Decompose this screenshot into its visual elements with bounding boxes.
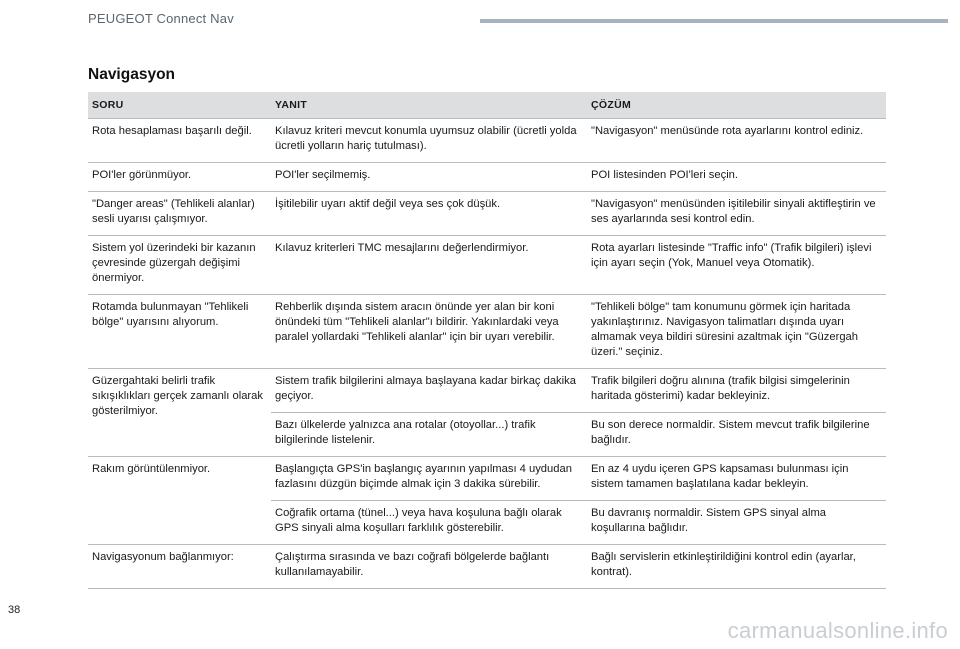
solution-cell: Rota ayarları listesinde "Traffic info" (Trafik bilgileri) işlevi için ayarı seçin (Yok, Manuel veya Otomatik). [587,236,886,295]
answer-cell: Kılavuz kriterleri TMC mesajlarını değerlendirmiyor. [271,236,587,295]
table-header-row [88,92,886,119]
answer-cell: İşitilebilir uyarı aktif değil veya ses çok düşük. [271,192,587,236]
question-cell: Sistem yol üzerindeki bir kazanın çevresinde güzergah değişimi önermiyor. [88,236,271,295]
column-header-answer: YANIT [271,92,587,119]
question-cell: POI'ler görünmüyor. [88,163,271,192]
answer-cell: Coğrafik ortama (tünel...) veya hava koşuluna bağlı olarak GPS sinyali alma koşulları farklılık gösterebilir. [271,501,587,545]
question-cell: Rakım görüntülenmiyor. [88,457,271,545]
table-row [88,295,886,369]
solution-cell: Trafik bilgileri doğru alınına (trafik bilgisi simgelerinin haritada gösterimi) kadar bekleyiniz. [587,369,886,413]
solution-cell: "Tehlikeli bölge" tam konumunu görmek için haritada yakınlaştırınız. Navigasyon talimatları dışında uyarı almamak veya bildiri süresini azaltmak için "Güzergah üzeri." seçiniz. [587,295,886,369]
document-header-title: PEUGEOT Connect Nav [88,11,234,26]
answer-cell: Rehberlik dışında sistem aracın önünde yer alan bir koni önündeki tüm "Tehlikeli alanlar"ı bildirir. Yakınlardaki veya paralel yollardaki "Tehlikeli alanlar" için bir uyarı verebilir. [271,295,587,369]
solution-cell: POI listesinden POI'leri seçin. [587,163,886,192]
answer-cell: POI'ler seçilmemiş. [271,163,587,192]
answer-cell: Kılavuz kriteri mevcut konumla uyumsuz olabilir (ücretli yolda ücretli yolların hariç tutulması). [271,119,587,163]
table-row [88,545,886,589]
solution-cell: Bağlı servislerin etkinleştirildiğini kontrol edin (ayarlar, kontrat). [587,545,886,589]
troubleshooting-table [88,92,886,589]
answer-cell: Bazı ülkelerde yalnızca ana rotalar (otoyollar...) trafik bilgilerinde listelenir. [271,413,587,457]
table-row [88,192,886,236]
watermark-text: carmanualsonline.info [727,618,948,643]
table-row [88,457,886,501]
question-cell: Navigasyonum bağlanmıyor: [88,545,271,589]
table-row [88,163,886,192]
solution-cell: Bu davranış normaldir. Sistem GPS sinyal alma koşullarına bağlıdır. [587,501,886,545]
answer-cell: Sistem trafik bilgilerini almaya başlayana kadar birkaç dakika geçiyor. [271,369,587,413]
question-cell: Rotamda bulunmayan "Tehlikeli bölge" uyarısını alıyorum. [88,295,271,369]
section-title: Navigasyon [88,66,176,83]
answer-cell: Başlangıçta GPS'in başlangıç ayarının yapılması 4 uydudan fazlasını düzgün biçimde almak için 3 dakika sürebilir. [271,457,587,501]
page-number: 38 [8,604,21,616]
solution-cell: "Navigasyon" menüsünde rota ayarlarını kontrol ediniz. [587,119,886,163]
table-row [88,369,886,413]
solution-cell: "Navigasyon" menüsünden işitilebilir sinyali aktifleştirin ve ses ayarlarında sesi kontrol edin. [587,192,886,236]
column-header-question: SORU [88,92,271,119]
table-row [88,236,886,295]
table-row [88,119,886,163]
column-header-solution: ÇÖZÜM [587,92,886,119]
solution-cell: Bu son derece normaldir. Sistem mevcut trafik bilgilerine bağlıdır. [587,413,886,457]
header-divider-bar [480,19,948,23]
question-cell: "Danger areas" (Tehlikeli alanlar) sesli uyarısı çalışmıyor. [88,192,271,236]
question-cell: Rota hesaplaması başarılı değil. [88,119,271,163]
solution-cell: En az 4 uydu içeren GPS kapsaması bulunması için sistem tamamen başlatılana kadar bekleyin. [587,457,886,501]
question-cell: Güzergahtaki belirli trafik sıkışıklıkları gerçek zamanlı olarak gösterilmiyor. [88,369,271,457]
answer-cell: Çalıştırma sırasında ve bazı coğrafi bölgelerde bağlantı kullanılamayabilir. [271,545,587,589]
